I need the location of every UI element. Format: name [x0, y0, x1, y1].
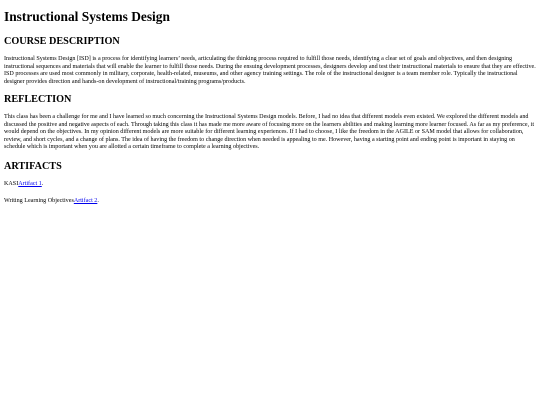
- course-description-text: Instructional Systems Design [ISD] is a process for identifying learners’ needs, articulating the thinking process required to fulfill those needs, identifying a clear set of goals and objectives, and then designing instructional sequences and materials that will enable the learner to fulfill those needs. During the ensuing development processes, designers develop and test their instructional materials to ensure that they are effective. ISD processes are used most commonly in military, corporate, health-related, museums, and other agency training settings. The role of the instructional designer is a team member role. Typically the instructional designer provides direction and hands-on development of instructional/training programs/products.: [4, 56, 536, 85]
- page-title: Instructional Systems Design: [4, 9, 170, 24]
- artifact-2-link[interactable]: Artifact 2: [73, 197, 98, 204]
- reflection-text: This class has been a challenge for me and I have learned so much concerning the Instructional Systems Design models. Before, I had no idea that different models even existed. We explored the different models and discussed the positive and negative aspects of each. Through taking this class it has made me more aware of focusing more on the learners abilities and making learning more learner focused. As far as my preference, it would depend on the objectives. In my opinion different models are more suitable for different learning experiences. If I had to choose, I like the freedom in the AGILE or SAM model that allows for collaboration, review, and short cycles, and a change of plans. The idea of having the freedom to change direction when needed is appealing to me. However, having a starting point and ending point is important in staying on schedule which is important when you are allotted a certain timeframe to complete a learning objectives.: [4, 114, 535, 151]
- artifacts-heading: ARTIFACTS: [4, 160, 62, 172]
- artifact-1-link[interactable]: Artifact 1: [18, 181, 42, 188]
- artifact-item-2-suffix: .: [97, 197, 99, 204]
- artifact-item-2: [4, 198, 536, 205]
- artifact-item-2-label: Writing Learning Objectives: [4, 197, 74, 204]
- artifact-item-1-suffix: .: [41, 181, 44, 188]
- course-description-heading: COURSE DESCRIPTION: [4, 36, 120, 48]
- reflection-heading: REFLECTION: [4, 94, 72, 106]
- artifact-item-1: [4, 181, 536, 188]
- artifact-item-1-label: KASI: [4, 181, 19, 188]
